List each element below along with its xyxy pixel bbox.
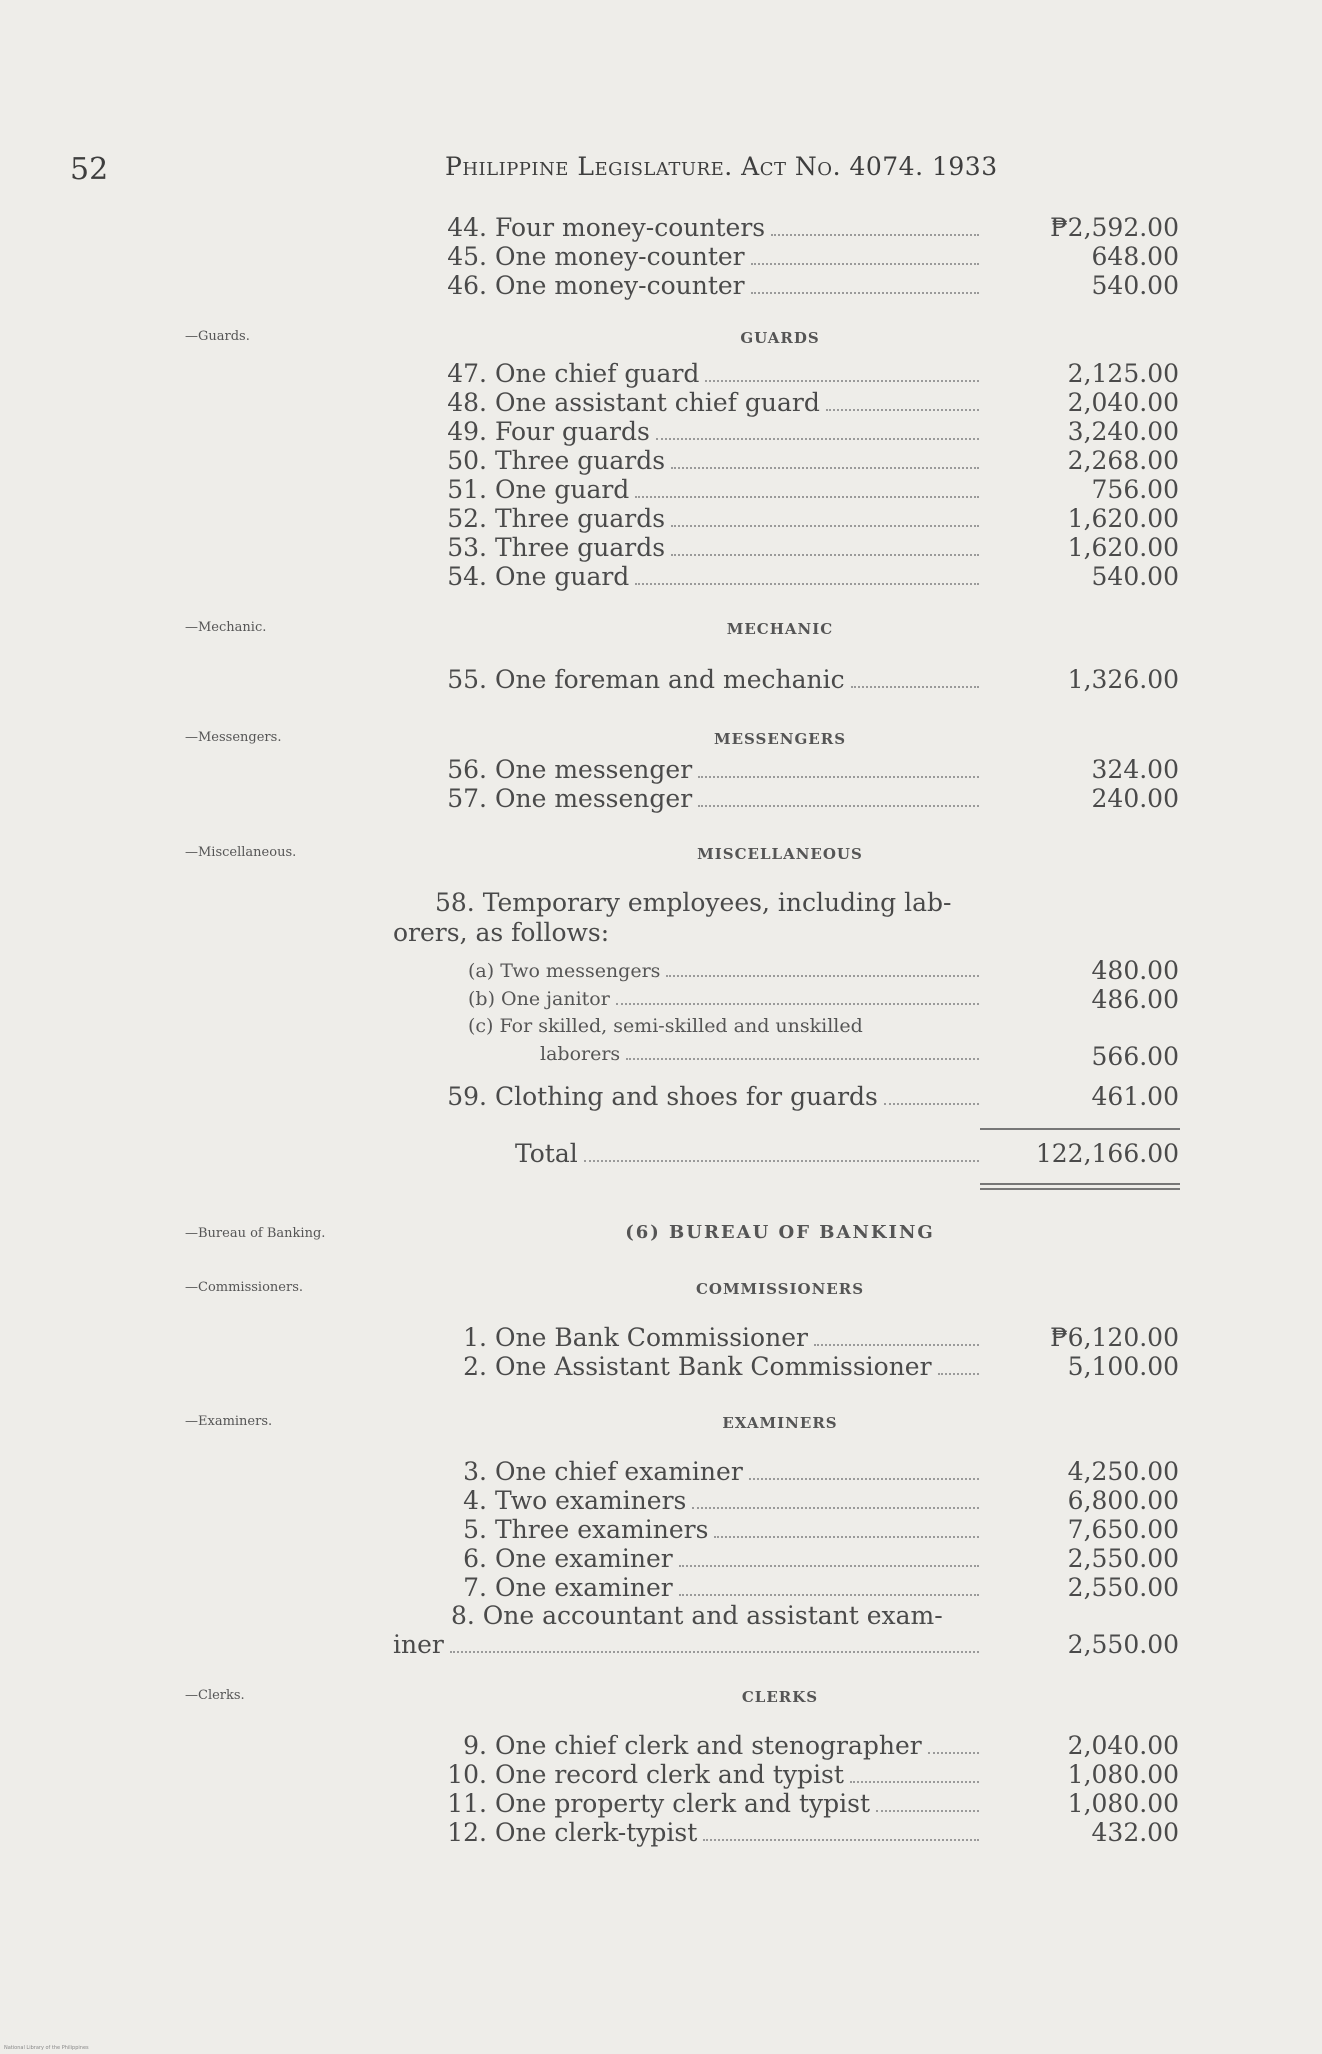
item-number: 48. <box>447 388 487 417</box>
item-amount: 240.00 <box>1091 784 1179 813</box>
item-amount: 6,800.00 <box>1067 1486 1179 1515</box>
total-rule-top <box>980 1128 1180 1130</box>
item-amount: 1,620.00 <box>1067 533 1179 562</box>
item-amount: 2,550.00 <box>1067 1630 1179 1659</box>
section-heading-examiners: EXAMINERS <box>722 1414 838 1432</box>
leader-dots <box>751 263 979 265</box>
margin-note-guards: —Guards. <box>185 329 250 344</box>
line-item <box>435 756 983 786</box>
item-amount: 4,250.00 <box>1067 1457 1179 1486</box>
sub-item-b <box>468 988 983 1010</box>
item-text: One chief clerk and stenographer <box>495 1731 922 1760</box>
item-amount: 2,550.00 <box>1067 1544 1179 1573</box>
item-text: One assistant chief guard <box>495 388 820 417</box>
total-amount: 122,166.00 <box>1035 1139 1179 1168</box>
margin-note-messengers: —Messengers. <box>185 730 282 745</box>
margin-note-clerks: —Clerks. <box>185 1688 245 1703</box>
section-heading-messengers: MESSENGERS <box>713 730 847 748</box>
item-number: 9. <box>463 1731 487 1760</box>
line-item <box>435 214 983 244</box>
leader-dots <box>666 975 979 977</box>
item-amount: 324.00 <box>1091 755 1179 784</box>
item-number: 56. <box>447 755 487 784</box>
leader-dots <box>635 496 979 498</box>
sub-item-c-line2 <box>540 1043 983 1065</box>
section-heading-mechanic: MECHANIC <box>726 620 834 638</box>
leader-dots <box>698 805 979 807</box>
line-item <box>435 1458 983 1488</box>
line-item <box>435 1545 983 1575</box>
item-number: 3. <box>463 1457 487 1486</box>
item-amount: 486.00 <box>1091 985 1179 1014</box>
item-58-line2: orers, as follows: <box>393 918 610 947</box>
item-text: Two examiners <box>495 1486 687 1515</box>
line-item <box>435 1487 983 1517</box>
item-amount: 540.00 <box>1091 562 1179 591</box>
line-item <box>435 447 983 477</box>
leader-dots <box>938 1373 979 1375</box>
margin-note-miscellaneous: —Miscellaneous. <box>185 845 297 860</box>
item-text: Clothing and shoes for guards <box>495 1082 878 1111</box>
section-heading-clerks: CLERKS <box>741 1688 819 1706</box>
line-item <box>435 418 983 448</box>
leader-dots <box>703 1839 979 1841</box>
line-item <box>435 785 983 815</box>
item-text: One clerk-typist <box>495 1818 698 1847</box>
item-text: One Bank Commissioner <box>495 1323 808 1352</box>
leader-dots <box>876 1810 979 1812</box>
leader-dots <box>714 1536 979 1538</box>
item-text: One record clerk and typist <box>495 1760 844 1789</box>
line-item <box>435 389 983 419</box>
margin-note-commissioners: —Commissioners. <box>185 1280 303 1295</box>
item-text: Three guards <box>495 504 666 533</box>
item-number: 59. <box>447 1082 487 1111</box>
item-text: One foreman and mechanic <box>495 665 845 694</box>
leader-dots <box>749 1478 979 1480</box>
item-number: 55. <box>447 665 487 694</box>
item-amount: 7,650.00 <box>1067 1515 1179 1544</box>
item-amount: 756.00 <box>1091 475 1179 504</box>
section-heading-guards: GUARDS <box>740 329 820 347</box>
leader-dots <box>679 1565 979 1567</box>
line-item <box>435 1353 983 1383</box>
line-item <box>435 563 983 593</box>
total-line <box>515 1140 983 1170</box>
line-item <box>435 1083 983 1113</box>
item-number: 45. <box>447 242 487 271</box>
item-text: iner <box>393 1630 444 1659</box>
leader-dots <box>635 583 979 585</box>
item-text: Four guards <box>495 417 650 446</box>
item-8-line1: 8. One accountant and assistant exam- <box>451 1601 943 1630</box>
item-number: 5. <box>463 1515 487 1544</box>
item-amount: 2,125.00 <box>1067 359 1179 388</box>
item-text: Three guards <box>495 533 666 562</box>
item-number: 2. <box>463 1352 487 1381</box>
margin-note-examiners: —Examiners. <box>185 1414 273 1429</box>
item-amount: 480.00 <box>1091 956 1179 985</box>
margin-note-mechanic: —Mechanic. <box>185 620 267 635</box>
section-heading-bureau-of-banking: (6) BUREAU OF BANKING <box>625 1222 935 1243</box>
item-amount: 2,268.00 <box>1067 446 1179 475</box>
item-number: 7. <box>463 1573 487 1602</box>
leader-dots <box>626 1058 979 1060</box>
item-text: One money-counter <box>495 271 745 300</box>
item-text: One money-counter <box>495 242 745 271</box>
leader-dots <box>705 380 979 382</box>
leader-dots <box>928 1752 979 1754</box>
leader-dots <box>851 686 979 688</box>
leader-dots <box>692 1507 979 1509</box>
section-heading-miscellaneous: MISCELLANEOUS <box>697 845 863 863</box>
leader-dots <box>850 1781 979 1783</box>
item-number: 12. <box>447 1818 487 1847</box>
leader-dots <box>671 467 979 469</box>
item-number: 52. <box>447 504 487 533</box>
total-label: Total <box>515 1139 578 1168</box>
item-number: 50. <box>447 446 487 475</box>
leader-dots <box>826 409 979 411</box>
item-number: 4. <box>463 1486 487 1515</box>
item-text: One guard <box>495 475 630 504</box>
item-text: One examiner <box>495 1573 673 1602</box>
line-item <box>435 1574 983 1604</box>
leader-dots <box>814 1344 979 1346</box>
item-number: 6. <box>463 1544 487 1573</box>
item-number: 11. <box>447 1789 487 1818</box>
leader-dots <box>584 1160 979 1162</box>
item-amount: 540.00 <box>1091 271 1179 300</box>
line-item <box>435 360 983 390</box>
item-text: Four money-counters <box>495 213 766 242</box>
line-item <box>435 1790 983 1820</box>
item-58-line1: 58. Temporary employees, including lab- <box>435 888 952 917</box>
line-item <box>435 1516 983 1546</box>
line-item <box>435 272 983 302</box>
leader-dots <box>751 292 979 294</box>
leader-dots <box>671 525 979 527</box>
line-item <box>435 476 983 506</box>
sub-item-text: (a) Two messengers <box>468 960 661 982</box>
item-amount: ₱6,120.00 <box>1050 1323 1179 1352</box>
item-number: 47. <box>447 359 487 388</box>
running-header: Philippine Legislature. Act No. 4074. 1933 <box>445 152 998 181</box>
item-text: One chief examiner <box>495 1457 743 1486</box>
item-text: One examiner <box>495 1544 673 1573</box>
section-heading-commissioners: COMMISSIONERS <box>695 1280 865 1298</box>
leader-dots <box>671 554 979 556</box>
item-amount: 566.00 <box>1091 1042 1179 1071</box>
item-text: One messenger <box>495 755 693 784</box>
item-amount: 3,240.00 <box>1067 417 1179 446</box>
sub-item-a <box>468 960 983 982</box>
item-amount: 1,326.00 <box>1067 665 1179 694</box>
item-text: One messenger <box>495 784 693 813</box>
item-amount: 1,080.00 <box>1067 1789 1179 1818</box>
item-number: 54. <box>447 562 487 591</box>
sub-item-text: (b) One janitor <box>468 988 610 1010</box>
item-number: 57. <box>447 784 487 813</box>
line-item <box>435 666 983 696</box>
item-8-line2 <box>393 1631 983 1661</box>
leader-dots <box>884 1103 979 1105</box>
sub-item-text: laborers <box>540 1043 621 1065</box>
margin-note-bureau-of-banking: —Bureau of Banking. <box>185 1226 326 1241</box>
total-rule-double-2 <box>980 1188 1180 1190</box>
item-amount: 5,100.00 <box>1067 1352 1179 1381</box>
item-number: 53. <box>447 533 487 562</box>
item-amount: 432.00 <box>1091 1818 1179 1847</box>
item-amount: 1,080.00 <box>1067 1760 1179 1789</box>
line-item <box>435 1324 983 1354</box>
item-text: One guard <box>495 562 630 591</box>
line-item <box>435 1761 983 1791</box>
item-amount: ₱2,592.00 <box>1050 213 1179 242</box>
item-text: Three guards <box>495 446 666 475</box>
item-amount: 2,040.00 <box>1067 1731 1179 1760</box>
scan-footer: National Library of the Philippines <box>4 2045 89 2051</box>
leader-dots <box>656 438 979 440</box>
leader-dots <box>679 1594 979 1596</box>
item-text: One chief guard <box>495 359 700 388</box>
item-amount: 2,040.00 <box>1067 388 1179 417</box>
line-item <box>435 1732 983 1762</box>
total-rule-double-1 <box>980 1183 1180 1185</box>
item-number: 49. <box>447 417 487 446</box>
sub-item-c-line1: (c) For skilled, semi-skilled and unskilled <box>468 1015 863 1037</box>
item-amount: 648.00 <box>1091 242 1179 271</box>
item-number: 46. <box>447 271 487 300</box>
item-text: One property clerk and typist <box>495 1789 871 1818</box>
item-amount: 2,550.00 <box>1067 1573 1179 1602</box>
item-amount: 1,620.00 <box>1067 504 1179 533</box>
item-number: 1. <box>463 1323 487 1352</box>
item-amount: 461.00 <box>1091 1082 1179 1111</box>
item-number: 44. <box>447 213 487 242</box>
line-item <box>435 534 983 564</box>
leader-dots <box>616 1003 979 1005</box>
item-number: 51. <box>447 475 487 504</box>
leader-dots <box>771 234 979 236</box>
item-number: 10. <box>447 1760 487 1789</box>
item-text: Three examiners <box>495 1515 709 1544</box>
page-number: 52 <box>70 152 109 187</box>
item-text: One Assistant Bank Commissioner <box>495 1352 932 1381</box>
line-item <box>435 505 983 535</box>
leader-dots <box>698 776 979 778</box>
line-item <box>435 243 983 273</box>
leader-dots <box>450 1651 979 1653</box>
line-item <box>435 1819 983 1849</box>
